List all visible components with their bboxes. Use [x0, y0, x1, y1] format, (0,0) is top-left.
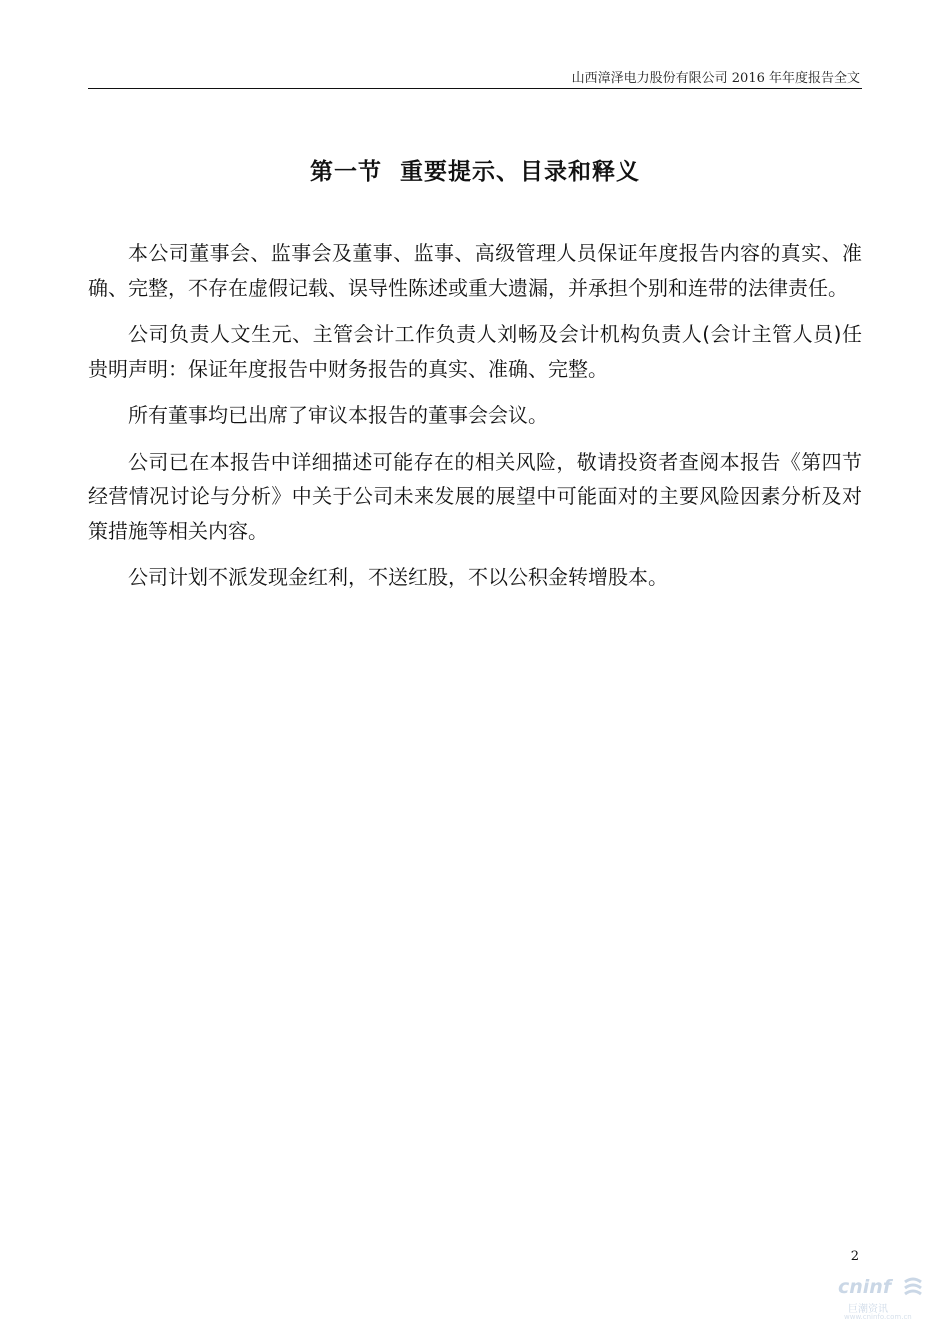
paragraph-board-attendance: 所有董事均已出席了审议本报告的董事会会议。: [128, 403, 548, 427]
paragraph-dividend-plan: 公司计划不派发现金红利，不送红股，不以公积金转增股本。: [128, 565, 668, 589]
running-header: 山西漳泽电力股份有限公司 2016 年年度报告全文: [571, 71, 860, 86]
watermark-url: www.cninfo.com.cn: [844, 1313, 912, 1321]
section-title: 第一节 重要提示、目录和释义: [309, 159, 640, 185]
paragraph-assurance: 本公司董事会、监事会及董事、监事、高级管理人员保证年度报告内容的真实、准确、完整，不存在虚假记载、误导性陈述或重大遗漏，并承担个别和连带的法律责任。: [88, 241, 862, 300]
body-text: [88, 236, 862, 607]
paragraph-risk-notice: 公司已在本报告中详细描述可能存在的相关风险，敬请投资者查阅本报告《第四节经营情况讨论与分析》中关于公司未来发展的展望中可能面对的主要风险因素分析及对策措施等相关内容。: [88, 449, 862, 543]
paragraph-responsible-persons: 公司负责人文生元、主管会计工作负责人刘畅及会计机构负责人(会计主管人员)任贵明声明：保证年度报告中财务报告的真实、准确、完整。: [88, 322, 862, 381]
cninfo-logo-icon: [902, 1276, 924, 1298]
watermark-brand: cninf: [838, 1276, 892, 1298]
cninfo-watermark-logo: [818, 1274, 928, 1334]
header-divider: [88, 88, 862, 89]
watermark-brand-cn: 巨潮资讯: [848, 1304, 888, 1315]
page-number: 2: [850, 1249, 859, 1264]
